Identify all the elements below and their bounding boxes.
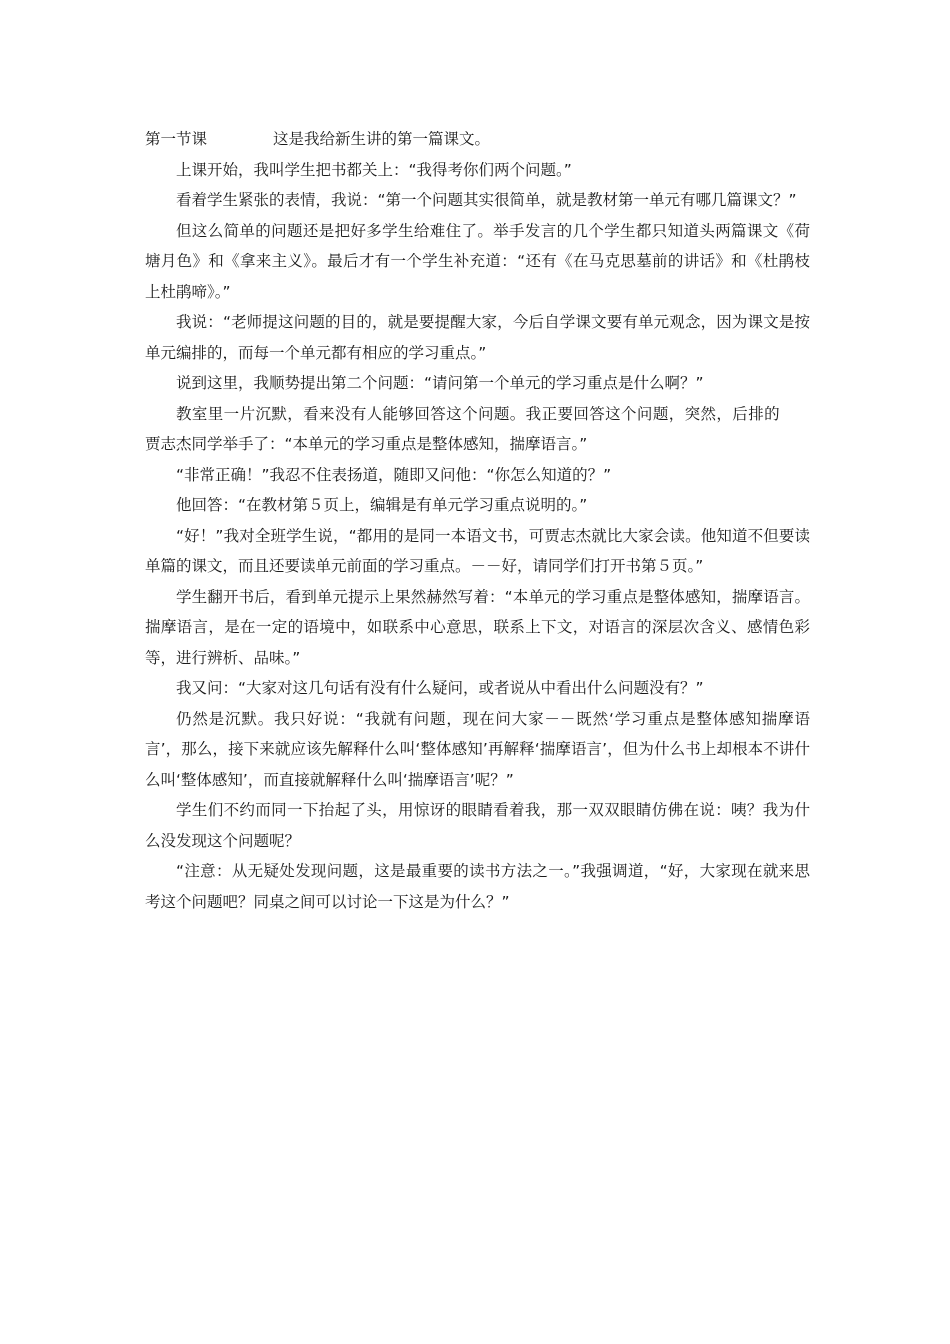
paragraph-5: 说到这里，我顺势提出第二个问题：“请问第一个单元的学习重点是什么啊？”: [176, 374, 704, 392]
paragraph-13: 学生们不约而同一下抬起了头，用惊讶的眼睛看着我，那一双双眼睛仿佛在说：咦？我为什么没发现这个问题呢？: [145, 801, 810, 850]
paragraph-1: 上课开始，我叫学生把书都关上：“我得考你们两个问题。”: [176, 160, 572, 179]
paragraph-10: 学生翻开书后，看到单元提示上果然赫然写着：“本单元的学习重点是整体感知，揣摩语言。揣摩语言，是在一定的语境中，如联系中心意思，联系上下文，对语言的深层次含义、感情色彩等，进行辨析、品味。”: [145, 587, 810, 667]
heading-line: [145, 124, 810, 155]
paragraph-14: “注意：从无疑处发现问题，这是最重要的读书方法之一。”我强调道，“好，大家现在就来思考这个问题吧？同桌之间可以讨论一下这是为什么？”: [145, 862, 810, 911]
paragraph-2: 看着学生紧张的表情，我说：“第一个问题其实很简单，就是教材第一单元有哪几篇课文？”: [176, 191, 797, 209]
paragraph-6: [145, 399, 810, 460]
paragraph-3: 但这么简单的问题还是把好多学生给难住了。举手发言的几个学生都只知道头两篇课文《荷塘月色》和《拿来主义》。最后才有一个学生补充道：“还有《在马克思墓前的讲话》和《杜鹃枝上杜鹃啼》。”: [145, 221, 810, 301]
document-body: [145, 124, 810, 917]
paragraph-8: 他回答：“在教材第５页上，编辑是有单元学习重点说明的。”: [176, 496, 588, 514]
paragraph-12: 仍然是沉默。我只好说：“我就有问题，现在问大家－－既然‘学习重点是整体感知揣摩语言’，那么，接下来就应该先解释什么叫‘整体感知’再解释‘揣摩语言’，但为什么书上却根本不讲什么叫‘整体感知’，而直接就解释什么叫‘揣摩语言’呢？”: [145, 709, 810, 789]
paragraph-6-part-b: 贾志杰同学举手了：“本单元的学习重点是整体感知，揣摩语言。”: [145, 435, 588, 453]
paragraph-6-part-a: 教室里一片沉默，看来没有人能够回答这个问题。我正要回答这个问题，突然，后排的: [176, 404, 780, 423]
paragraph-7: “非常正确！”我忍不住表扬道，随即又问他：“你怎么知道的？”: [176, 465, 612, 484]
paragraph-4: 我说：“老师提这问题的目的，就是要提醒大家，今后自学课文要有单元观念，因为课文是按单元编排的，而每一个单元都有相应的学习重点。”: [145, 313, 810, 362]
paragraph-9: “好！”我对全班学生说，“都用的是同一本语文书，可贾志杰就比大家会读。他知道不但要读单篇的课文，而且还要读单元前面的学习重点。－－好，请同学们打开书第５页。”: [145, 526, 810, 575]
paragraph-11: 我又问：“大家对这几句话有没有什么疑问，或者说从中看出什么问题没有？”: [176, 679, 704, 697]
lesson-intro: 这是我给新生讲的第一篇课文。: [273, 130, 491, 148]
lesson-label: 第一节课: [145, 130, 208, 148]
